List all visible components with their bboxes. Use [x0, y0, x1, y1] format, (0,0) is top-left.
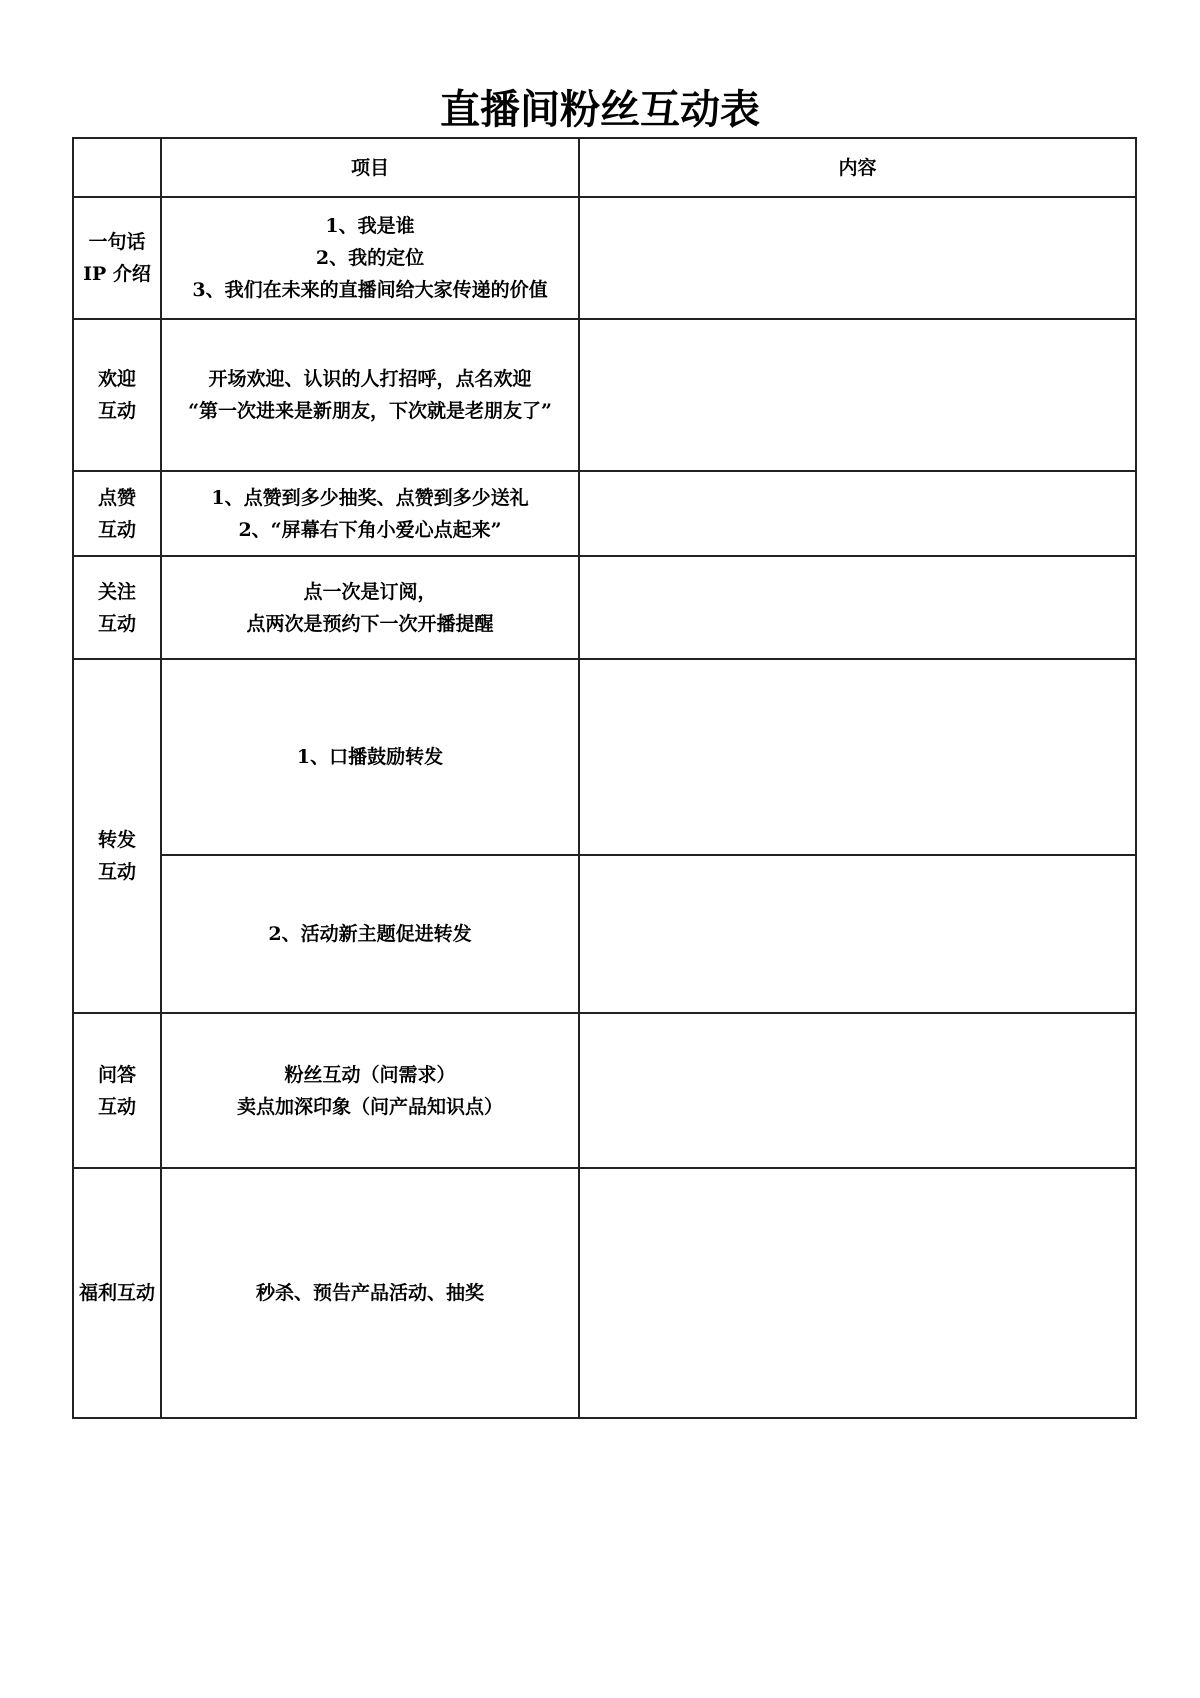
content-cell[interactable]	[579, 556, 1136, 659]
table-row	[73, 1168, 1136, 1418]
content-cell[interactable]	[579, 319, 1136, 471]
category-line: 互动	[97, 612, 136, 635]
item-cell	[161, 659, 579, 855]
table-row	[73, 197, 1136, 319]
item-cell	[161, 855, 579, 1013]
table-row	[73, 659, 1136, 855]
category-cell	[73, 197, 161, 319]
category-line: 互动	[97, 400, 136, 422]
interaction-table	[72, 137, 1137, 1419]
category-line: IP 介绍	[83, 263, 151, 285]
content-cell[interactable]	[579, 197, 1136, 319]
category-line: 关注	[97, 580, 136, 603]
item-cell	[161, 319, 579, 471]
item-line: 开场欢迎、认识的人打招呼，点名欢迎	[208, 368, 532, 390]
table-row	[73, 855, 1136, 1013]
category-cell	[73, 1168, 161, 1418]
category-line: 一句话	[88, 231, 146, 253]
category-cell	[73, 319, 161, 471]
category-line: 互动	[97, 518, 136, 541]
category-line: 互动	[97, 1095, 136, 1118]
content-cell[interactable]	[579, 471, 1136, 556]
item-line: 2、“屏幕右下角小爱心点起来”	[238, 518, 502, 541]
table-row	[73, 319, 1136, 471]
item-cell	[161, 1013, 579, 1168]
item-line: 1、点赞到多少抽奖、点赞到多少送礼	[211, 486, 529, 509]
item-line: 秒杀、预告产品活动、抽奖	[255, 1282, 484, 1304]
page-title: 直播间粉丝互动表	[440, 87, 760, 133]
item-line: 1、我是谁	[325, 215, 415, 237]
content-cell[interactable]	[579, 659, 1136, 855]
content-cell[interactable]	[579, 855, 1136, 1013]
table-row	[73, 1013, 1136, 1168]
item-line: 卖点加深印象（问产品知识点）	[236, 1095, 503, 1118]
category-cell	[73, 471, 161, 556]
category-line: 点赞	[97, 486, 136, 509]
content-cell[interactable]	[579, 1013, 1136, 1168]
category-line: 欢迎	[97, 368, 136, 390]
item-cell	[161, 471, 579, 556]
item-cell	[161, 1168, 579, 1418]
item-line: 2、活动新主题促进转发	[268, 923, 472, 945]
category-line: 福利互动	[78, 1282, 155, 1304]
item-cell	[161, 556, 579, 659]
header-content: 内容	[579, 138, 1136, 197]
category-line: 互动	[97, 861, 136, 883]
table-row	[73, 471, 1136, 556]
item-line: 点一次是订阅，	[303, 580, 437, 603]
table-row	[73, 556, 1136, 659]
item-line: 粉丝互动（问需求）	[284, 1063, 456, 1086]
header-blank	[73, 138, 161, 197]
item-line: “第一次进来是新朋友，下次就是老朋友了”	[188, 400, 552, 422]
item-line: 2、我的定位	[315, 247, 425, 269]
content-cell[interactable]	[579, 1168, 1136, 1418]
category-cell	[73, 556, 161, 659]
item-line: 1、口播鼓励转发	[296, 746, 444, 768]
item-line: 3、我们在未来的直播间给大家传递的价值	[192, 279, 548, 301]
category-cell	[73, 1013, 161, 1168]
category-cell	[73, 659, 161, 1013]
category-line: 问答	[97, 1063, 136, 1086]
item-cell	[161, 197, 579, 319]
header-item: 项目	[161, 138, 579, 197]
item-line: 点两次是预约下一次开播提醒	[246, 612, 494, 635]
category-line: 转发	[97, 829, 136, 851]
table-header-row	[73, 138, 1136, 197]
